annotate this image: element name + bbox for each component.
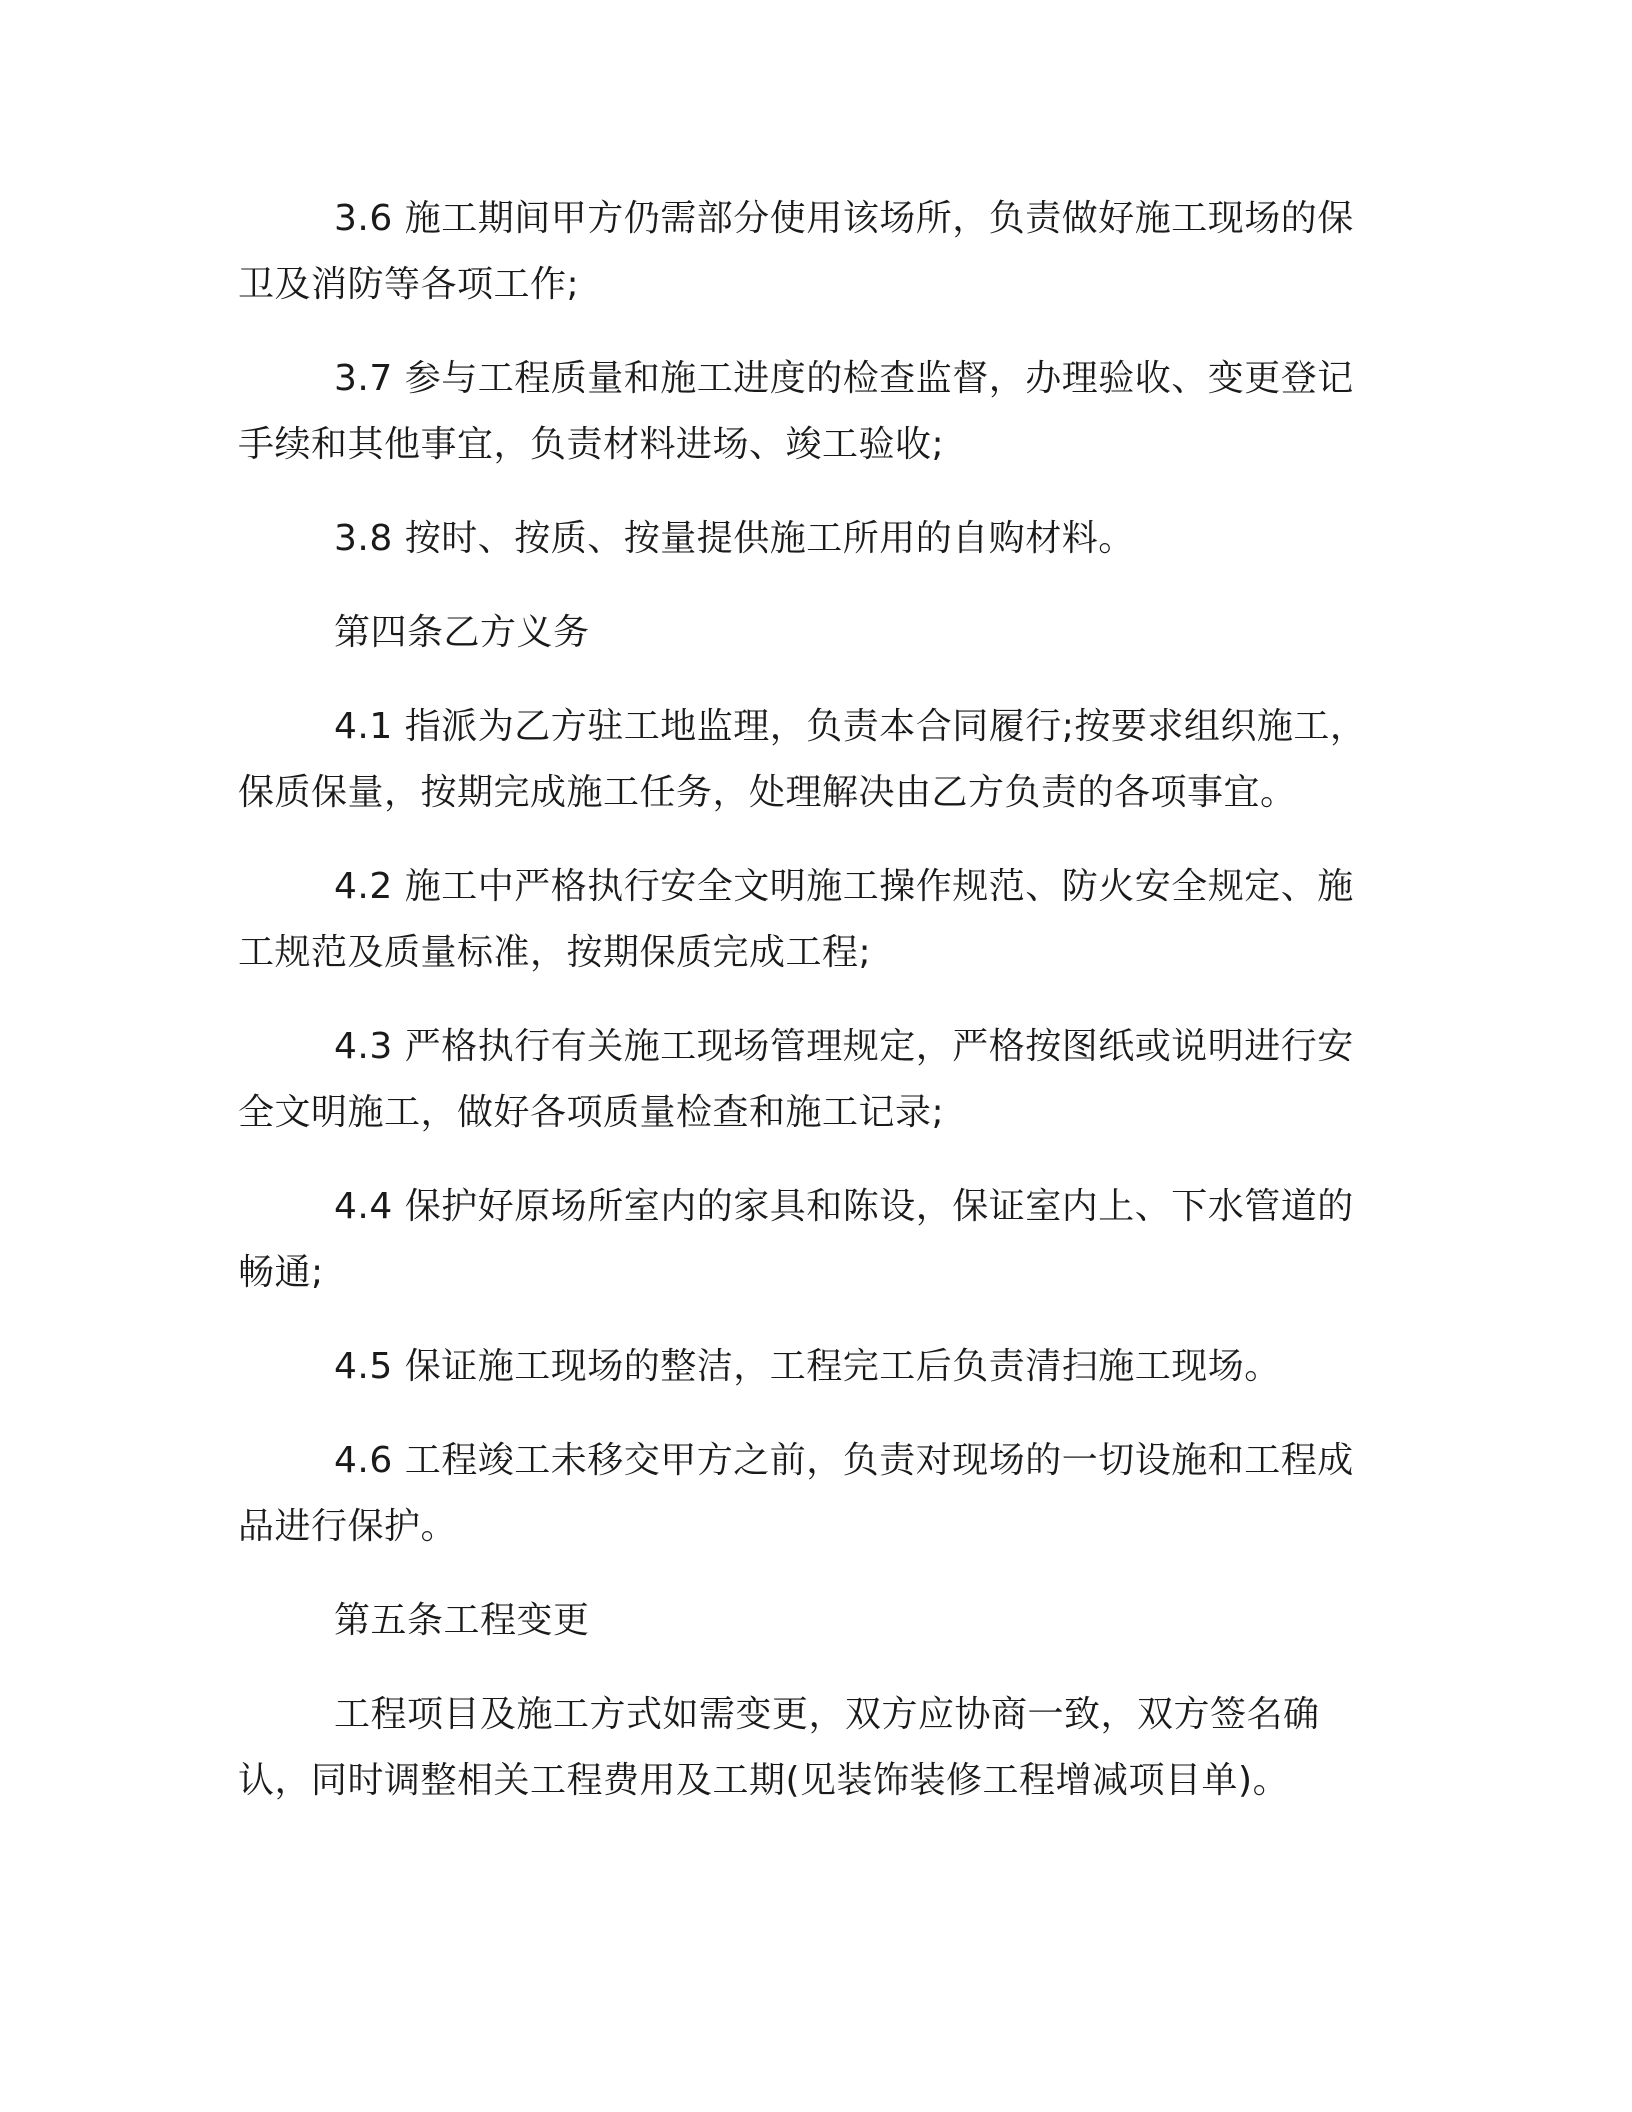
clause-3-7: 3.7 参与工程质量和施工进度的检查监督，办理验收、变更登记手续和其他事宜，负责材料进场、竣工验收; [238,358,1354,465]
clause-3-8: 3.8 按时、按质、按量提供施工所用的自购材料。 [334,518,1135,559]
article-5-body: 工程项目及施工方式如需变更，双方应协商一致，双方签名确认，同时调整相关工程费用及工期(见装饰装修工程增减项目单)。 [238,1694,1320,1801]
clause-4-4: 4.4 保护好原场所室内的家具和陈设，保证室内上、下水管道的畅通; [238,1186,1354,1293]
clause-4-2: 4.2 施工中严格执行安全文明施工操作规范、防火安全规定、施工规范及质量标准，按期保质完成工程; [238,866,1354,973]
article-4-heading: 第四条乙方义务 [334,612,590,653]
clause-4-1: 4.1 指派为乙方驻工地监理，负责本合同履行;按要求组织施工，保质保量，按期完成施工任务，处理解决由乙方负责的各项事宜。 [238,706,1367,813]
clause-4-3: 4.3 严格执行有关施工现场管理规定，严格按图纸或说明进行安全文明施工，做好各项质量检查和施工记录; [238,1026,1354,1133]
document-body [238,186,1368,1814]
clause-4-6: 4.6 工程竣工未移交甲方之前，负责对现场的一切设施和工程成品进行保护。 [238,1440,1354,1547]
clause-3-6: 3.6 施工期间甲方仍需部分使用该场所，负责做好施工现场的保卫及消防等各项工作; [238,198,1354,305]
article-5-heading: 第五条工程变更 [334,1600,590,1641]
clause-4-5: 4.5 保证施工现场的整洁，工程完工后负责清扫施工现场。 [334,1346,1281,1387]
